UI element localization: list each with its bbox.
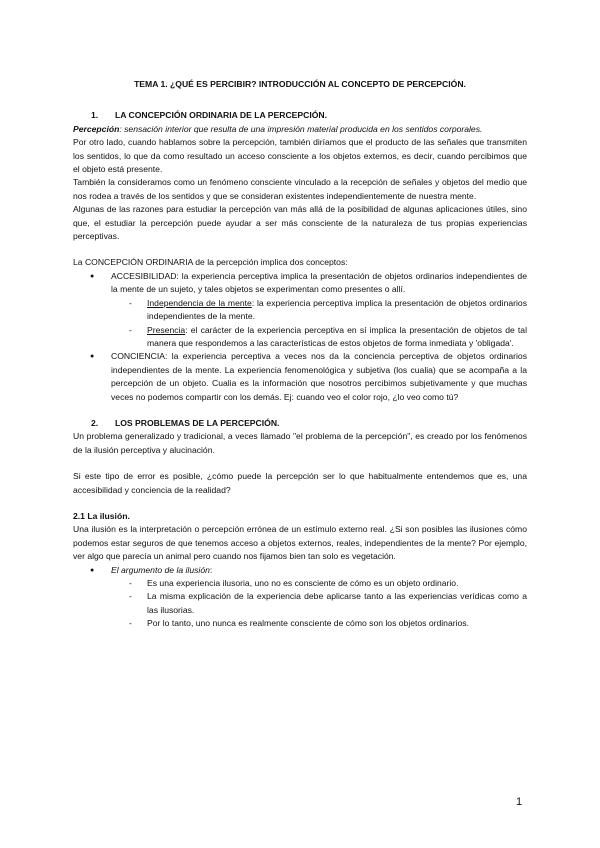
independencia-item	[73, 297, 527, 324]
argument-item	[73, 564, 527, 577]
concepts-intro: La CONCEPCIÓN ORDINARIA de la percepción implica dos conceptos:	[73, 257, 348, 268]
presencia-label: Presencia	[147, 324, 186, 335]
document-body	[73, 78, 527, 631]
illusion-paragraph: Una ilusión es la interpretación o percepción errónea de un estímulo externo real. ¿Si son posibles las ilusiones cómo podemos estar seguros de que tenemos acceso a objetos externos, reales, independientes de la mente? Por ejemplo, ver algo que parecía un animal pero cuando nos fijamos bien tan solo es vegetación.	[73, 524, 527, 562]
section-2-1-heading: 2.1 La ilusión.	[73, 510, 130, 521]
document-title: TEMA 1. ¿QUÉ ES PERCIBIR? INTRODUCCIÓN AL CONCEPTO DE PERCEPCIÓN.	[134, 79, 466, 89]
section-1-number: 1.	[91, 110, 99, 121]
section-1-title: LA CONCEPCIÓN ORDINARIA DE LA PERCEPCIÓN.	[115, 110, 327, 121]
argument-point-1: - Es una experiencia ilusoria, uno no es consciente de cómo es un objeto ordinario.	[73, 577, 527, 590]
page-number: 1	[516, 796, 523, 808]
section-2-title: LOS PROBLEMAS DE LA PERCEPCIÓN.	[115, 417, 280, 428]
illusion-argument-list	[73, 564, 527, 631]
section-2-number: 2.	[91, 417, 99, 428]
section-2-heading	[73, 417, 527, 430]
paragraph-1: Por otro lado, cuando hablamos sobre la percepción, también diríamos que el producto de las señales que transmiten los sentidos, lo que da como resultado un acceso consciente a los objetos externos, es decir, cuando percibimos que el objeto está presente.	[73, 137, 527, 175]
paragraph-3: Algunas de las razones para estudiar la percepción van más allá de la posibilidad de algunas aplicaciones útiles, sino que, el estudiar la percepción puede ayudar a ser más consciente de la naturaleza de tus propias experiencias perceptivas.	[73, 204, 527, 242]
section-2-paragraph-2: Si este tipo de error es posible, ¿cómo puede la percepción ser lo que habitualmente entendemos que es, una accesibilidad y conciencia de la realidad?	[73, 471, 527, 495]
argument-point-3: - Por lo tanto, uno nunca es realmente consciente de cómo son los objetos ordinarios.	[73, 617, 527, 630]
paragraph-2: También la consideramos como un fenómeno consciente vinculado a la recepción de señales y objetos del medio que nos rodea a través de los sentidos y que se consideran existentes independientemente de nuestra mente.	[73, 177, 527, 201]
argument-point-2: - La misma explicación de la experiencia debe aplicarse tanto a las experiencias verídicas como a las ilusorias.	[73, 590, 527, 617]
definition-term: Percepción	[73, 123, 120, 134]
conciencia-item: ● CONCIENCIA: la experiencia perceptiva a veces nos da la conciencia perceptiva de objetos ordinarios independientes de la mente. La experiencia fenomenológica y subjetiva (los cualia) que se acompaña a la percepción de un objeto. Cualia es la información que nosotros percibimos subjetivamente y que muchas veces no podemos compartir con los demás. Ej: cuando veo el color rojo, ¿lo veo como tú?	[73, 350, 527, 404]
concepts-list	[73, 270, 527, 404]
independencia-text: : la experiencia perceptiva implica la presentación de objetos ordinarios independientes de la mente.	[147, 297, 527, 322]
independencia-label: Independencia de la mente	[147, 297, 252, 308]
argument-colon: :	[209, 564, 213, 575]
section-1-heading	[73, 109, 527, 122]
definition-paragraph	[73, 123, 527, 136]
presencia-text: : el carácter de la experiencia perceptiva en sí implica la presentación de objetos de tal manera que respondemos a las características de estos objetos de forma inmediata y 'obligada'.	[147, 324, 527, 348]
definition-text: : sensación interior que resulta de una impresión material producida en los sentidos corporales.	[119, 123, 483, 134]
section-2-paragraph-1: Un problema generalizado y tradicional, a veces llamado "el problema de la percepción", es creado por los fenómenos de la ilusión perceptiva y alucinación.	[73, 431, 527, 455]
argument-label: El argumento de la ilusión	[111, 564, 210, 575]
accesibilidad-item: ● ACCESIBILIDAD: la experiencia perceptiva implica la presentación de objetos ordinarios independientes de la mente de un sujeto, y tales objetos se experimentan como presentes o allí.	[73, 270, 527, 297]
presencia-item	[73, 324, 527, 351]
